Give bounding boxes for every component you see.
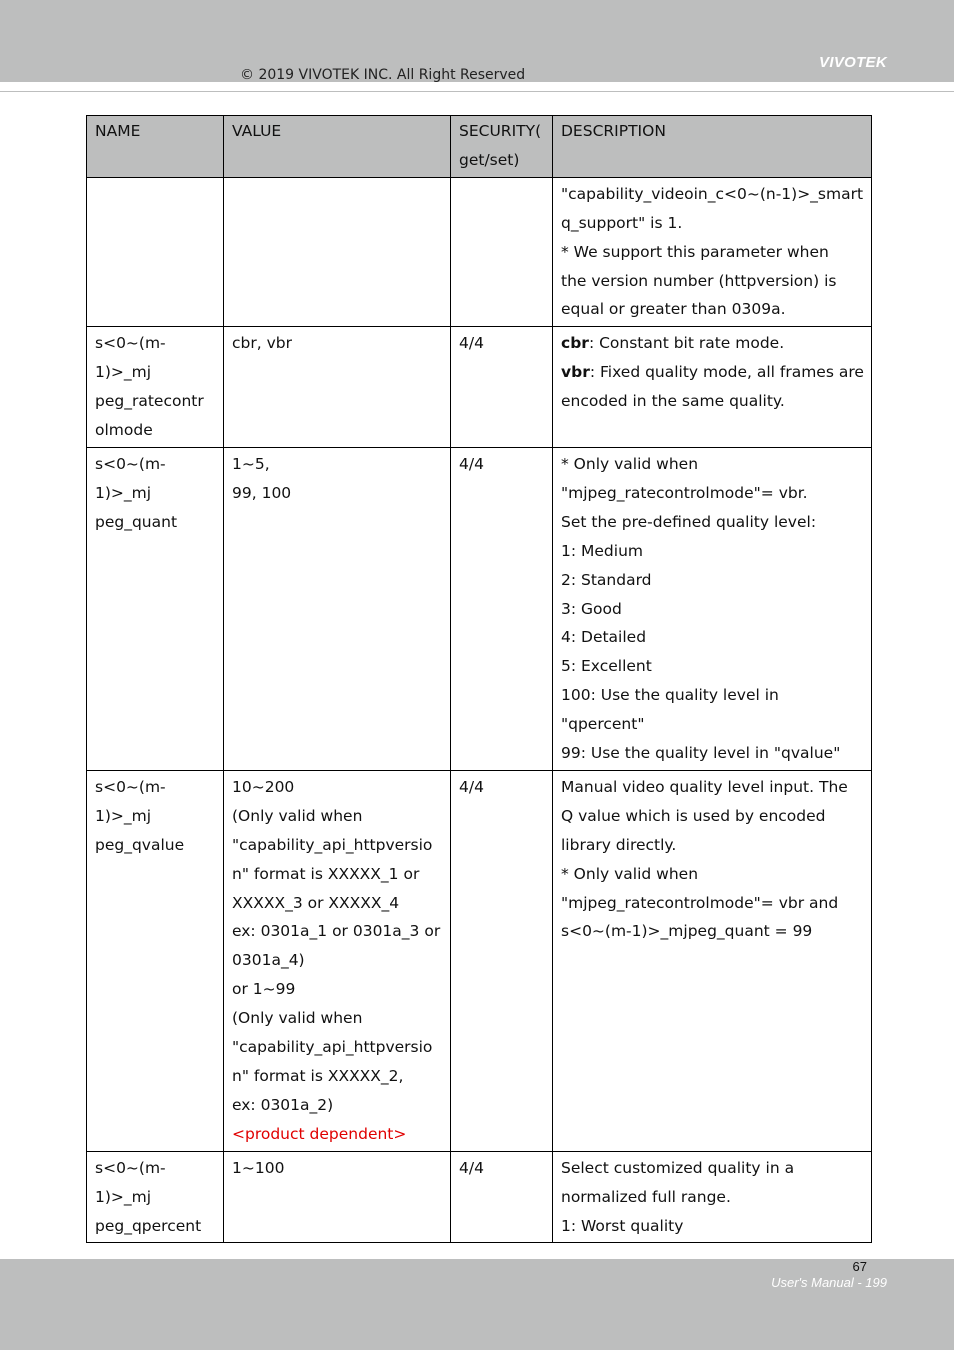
row3-name bbox=[87, 770, 224, 1151]
row1-value: cbr, vbr bbox=[224, 327, 451, 448]
desc-line-cbr bbox=[561, 329, 865, 358]
name-line: peg_qvalue bbox=[95, 835, 185, 854]
name-line: s<0~(m-1)>_mj bbox=[95, 454, 166, 502]
desc-line: Set the pre-defined quality level: bbox=[561, 512, 817, 531]
row2-description bbox=[553, 447, 872, 770]
row1-description bbox=[553, 327, 872, 448]
desc-line: 4: Detailed bbox=[561, 628, 647, 647]
desc-line: "qpercent" bbox=[561, 715, 645, 734]
name-line: s<0~(m-1)>_mj bbox=[95, 334, 166, 382]
copyright-text: © 2019 VIVOTEK INC. All Right Reserved bbox=[240, 67, 526, 83]
parameter-table bbox=[86, 115, 872, 1243]
desc-line: 100: Use the quality level in bbox=[561, 686, 779, 705]
value-line: "capability_api_httpversio bbox=[232, 835, 433, 854]
row4-name bbox=[87, 1151, 224, 1243]
desc-line: Select customized quality in a bbox=[561, 1158, 795, 1177]
header-security-line2: get/set) bbox=[459, 150, 520, 169]
row4-value: 1~100 bbox=[224, 1151, 451, 1243]
header-security-line1: SECURITY( bbox=[459, 122, 542, 140]
desc-line: 5: Excellent bbox=[561, 657, 652, 676]
table-row bbox=[87, 447, 872, 770]
name-line: peg_quant bbox=[95, 512, 178, 531]
value-line: n" format is XXXXX_1 or bbox=[232, 864, 420, 883]
name-line: peg_ratecontr bbox=[95, 392, 204, 411]
desc-line-vbr bbox=[561, 358, 865, 387]
value-line: 10~200 bbox=[232, 777, 295, 796]
footer-band bbox=[0, 1259, 954, 1350]
row2-value bbox=[224, 447, 451, 770]
value-line: or 1~99 bbox=[232, 980, 296, 999]
name-line: s<0~(m-1)>_mj bbox=[95, 1158, 166, 1206]
value-line: 0301a_4) bbox=[232, 951, 305, 970]
desc-line: Q value which is used by encoded bbox=[561, 806, 826, 825]
desc-line: "mjpeg_ratecontrolmode"= vbr and bbox=[561, 893, 839, 912]
product-dependent-note: <product dependent> bbox=[232, 1124, 407, 1143]
row3-description bbox=[553, 770, 872, 1151]
row0-value bbox=[224, 177, 451, 327]
name-line: peg_qpercent bbox=[95, 1216, 202, 1235]
header-name: NAME bbox=[87, 116, 224, 178]
row0-description bbox=[553, 177, 872, 327]
row4-security: 4/4 bbox=[451, 1151, 553, 1243]
page-number: 67 bbox=[852, 1259, 867, 1274]
value-line: (Only valid when bbox=[232, 806, 363, 825]
manual-page-label: User's Manual - 199 bbox=[771, 1275, 887, 1290]
desc-line: * Only valid when bbox=[561, 864, 699, 883]
header-divider bbox=[0, 91, 954, 92]
desc-line: encoded in the same quality. bbox=[561, 392, 785, 411]
cbr-text: : Constant bit rate mode. bbox=[588, 334, 785, 353]
desc-line: q_support" is 1. bbox=[561, 213, 683, 232]
desc-line: library directly. bbox=[561, 835, 677, 854]
desc-line: normalized full range. bbox=[561, 1187, 731, 1206]
desc-line: "mjpeg_ratecontrolmode"= vbr. bbox=[561, 483, 808, 502]
table-row bbox=[87, 177, 872, 327]
name-line: olmode bbox=[95, 421, 153, 440]
desc-line: the version number (httpversion) is bbox=[561, 271, 837, 290]
value-line: "capability_api_httpversio bbox=[232, 1038, 433, 1057]
table-row bbox=[87, 1151, 872, 1243]
header-description: DESCRIPTION bbox=[553, 116, 872, 178]
term-cbr: cbr bbox=[561, 334, 589, 353]
value-line: 99, 100 bbox=[232, 483, 292, 502]
desc-line: * Only valid when bbox=[561, 454, 699, 473]
table-row bbox=[87, 327, 872, 448]
desc-line: 1: Worst quality bbox=[561, 1216, 684, 1235]
desc-line: Manual video quality level input. The bbox=[561, 777, 848, 796]
desc-line: equal or greater than 0309a. bbox=[561, 300, 786, 319]
row0-name bbox=[87, 177, 224, 327]
value-line: 1~5, bbox=[232, 454, 270, 473]
value-line: XXXXX_3 or XXXXX_4 bbox=[232, 893, 400, 912]
row0-security bbox=[451, 177, 553, 327]
desc-line: * We support this parameter when bbox=[561, 242, 829, 261]
row3-security: 4/4 bbox=[451, 770, 553, 1151]
row4-description bbox=[553, 1151, 872, 1243]
desc-line: s<0~(m-1)>_mjpeg_quant = 99 bbox=[561, 922, 813, 941]
row1-security: 4/4 bbox=[451, 327, 553, 448]
desc-line: 2: Standard bbox=[561, 570, 652, 589]
value-line: n" format is XXXXX_2, bbox=[232, 1067, 404, 1085]
name-line: s<0~(m-1)>_mj bbox=[95, 777, 166, 825]
header-security bbox=[451, 116, 553, 178]
header-value: VALUE bbox=[224, 116, 451, 178]
value-line: ex: 0301a_1 or 0301a_3 or bbox=[232, 922, 441, 941]
row1-name bbox=[87, 327, 224, 448]
brand-logo-text: VIVOTEK bbox=[819, 54, 887, 71]
table-header-row bbox=[87, 116, 872, 178]
term-vbr: vbr bbox=[561, 363, 590, 382]
desc-line: 99: Use the quality level in "qvalue" bbox=[561, 744, 841, 763]
desc-line: 1: Medium bbox=[561, 541, 643, 560]
desc-line: "capability_videoin_c<0~(n-1)>_smart bbox=[561, 184, 864, 203]
value-line: (Only valid when bbox=[232, 1009, 363, 1028]
row2-security: 4/4 bbox=[451, 447, 553, 770]
vbr-text: : Fixed quality mode, all frames are bbox=[589, 363, 864, 382]
value-line: ex: 0301a_2) bbox=[232, 1095, 334, 1114]
row3-value bbox=[224, 770, 451, 1151]
table-row bbox=[87, 770, 872, 1151]
desc-line: 3: Good bbox=[561, 599, 622, 618]
row2-name bbox=[87, 447, 224, 770]
